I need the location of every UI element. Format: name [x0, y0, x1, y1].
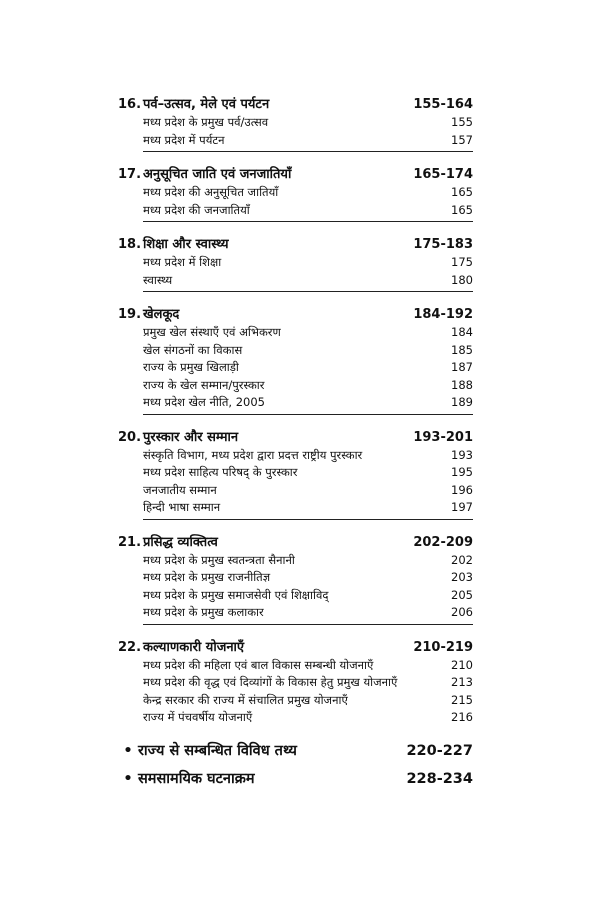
entry-page: 155	[451, 115, 473, 129]
toc-entry	[143, 254, 473, 272]
toc-entry	[143, 377, 473, 395]
chapter-22	[118, 639, 473, 727]
chapter-title: कल्याणकारी योजनाएँ	[143, 639, 245, 655]
entry-text: राज्य में पंचवर्षीय योजनाएँ	[143, 710, 253, 724]
entry-page: 157	[451, 132, 473, 147]
toc-entry	[143, 674, 473, 692]
entry-page: 188	[451, 377, 473, 392]
chapter-entries	[143, 184, 473, 222]
chapter-title: पुरस्कार और सम्मान	[143, 429, 239, 445]
toc-entry	[143, 552, 473, 570]
chapter-18	[118, 236, 473, 292]
toc-entry	[143, 657, 473, 675]
chapter-page-range: 184-192	[413, 307, 473, 322]
chapter-21	[118, 534, 473, 625]
chapter-number: 18.	[118, 237, 142, 252]
entry-page: 195	[451, 465, 473, 479]
chapter-heading	[118, 639, 473, 657]
entry-page: 165	[451, 185, 473, 199]
entry-text: मध्य प्रदेश में शिक्षा	[143, 255, 222, 269]
chapter-entries	[143, 447, 473, 520]
toc-entry	[143, 132, 473, 150]
entry-text: जनजातीय सम्मान	[143, 482, 217, 497]
entry-text: मध्य प्रदेश के प्रमुख पर्व/उत्सव	[143, 115, 269, 129]
entry-page: 216	[451, 710, 473, 724]
chapter-number: 20.	[118, 429, 142, 445]
chapter-title: खेलकूद	[143, 307, 180, 322]
chapter-heading	[118, 306, 473, 324]
toc-entry	[143, 692, 473, 710]
bullet-icon: •	[123, 742, 133, 759]
chapter-entries	[143, 114, 473, 152]
entry-text: राज्य के खेल सम्मान/पुरस्कार	[143, 377, 265, 392]
chapter-page-range: 202-209	[413, 534, 473, 550]
entry-page: 205	[451, 587, 473, 602]
toc-entry	[143, 184, 473, 202]
extra-page-range: 220-227	[406, 742, 473, 759]
entry-page: 189	[451, 395, 473, 409]
chapter-entries	[143, 657, 473, 727]
entry-page: 206	[451, 605, 473, 619]
entry-text: मध्य प्रदेश के प्रमुख कलाकार	[143, 605, 264, 619]
entry-text: खेल संगठनों का विकास	[143, 342, 243, 357]
toc-entry	[143, 464, 473, 482]
toc-entry	[143, 114, 473, 132]
section-divider	[143, 151, 473, 152]
chapter-entries	[143, 254, 473, 292]
toc-entry	[143, 604, 473, 622]
entry-text: प्रमुख खेल संस्थाएँ एवं अभिकरण	[143, 325, 281, 339]
chapter-title: अनुसूचित जाति एवं जनजातियाँ	[143, 167, 292, 182]
entry-text: राज्य के प्रमुख खिलाड़ी	[143, 360, 239, 374]
extra-title: राज्य से सम्बन्धित विविध तथ्य	[138, 742, 297, 759]
entry-text: मध्य प्रदेश के प्रमुख समाजसेवी एवं शिक्षाविद्	[143, 587, 329, 602]
chapter-16	[118, 96, 473, 152]
chapter-entries	[143, 552, 473, 625]
chapter-page-range: 155-164	[413, 97, 473, 112]
chapter-heading	[118, 534, 473, 552]
entry-text: मध्य प्रदेश के प्रमुख स्वतन्त्रता सैनानी	[143, 552, 295, 567]
extra-entry-current-affairs	[118, 769, 473, 789]
section-divider	[143, 291, 473, 292]
entry-page: 215	[451, 692, 473, 707]
chapter-heading	[118, 236, 473, 254]
entry-page: 165	[451, 202, 473, 217]
extra-page-range: 228-234	[406, 770, 473, 787]
toc-entry	[143, 569, 473, 587]
chapter-number: 19.	[118, 307, 142, 322]
entry-page: 185	[451, 342, 473, 357]
extra-title: समसामयिक घटनाक्रम	[138, 770, 255, 787]
entry-text: मध्य प्रदेश की वृद्ध एवं दिव्यांगों के विकास हेतु प्रमुख योजनाएँ	[143, 675, 398, 689]
toc-entry	[143, 709, 473, 727]
entry-text: केन्द्र सरकार की राज्य में संचालित प्रमुख योजनाएँ	[143, 692, 348, 707]
chapter-title: प्रसिद्ध व्यक्तित्व	[143, 534, 218, 550]
chapter-entries	[143, 324, 473, 415]
chapter-number: 16.	[118, 97, 142, 112]
chapter-number: 21.	[118, 534, 142, 550]
toc-entry	[143, 359, 473, 377]
entry-page: 175	[451, 255, 473, 269]
chapter-number: 22.	[118, 639, 142, 655]
section-divider	[143, 221, 473, 222]
toc-entry	[143, 482, 473, 500]
toc-entry	[143, 342, 473, 360]
entry-page: 210	[451, 657, 473, 672]
section-divider	[143, 519, 473, 520]
toc-entry	[143, 394, 473, 412]
chapter-title: पर्व–उत्सव, मेले एवं पर्यटन	[143, 97, 270, 112]
toc-entry	[143, 587, 473, 605]
entry-text: स्वास्थ्य	[143, 272, 173, 287]
toc-entry	[143, 499, 473, 517]
chapter-title: शिक्षा और स्वास्थ्य	[143, 237, 229, 252]
entry-page: 197	[451, 500, 473, 514]
table-of-contents	[118, 96, 473, 789]
entry-page: 193	[451, 447, 473, 462]
bullet-icon: •	[123, 770, 133, 787]
chapter-page-range: 193-201	[413, 429, 473, 445]
chapter-heading	[118, 429, 473, 447]
section-divider	[143, 624, 473, 625]
extra-entry-facts	[118, 741, 473, 761]
entry-text: मध्य प्रदेश साहित्य परिषद् के पुरस्कार	[143, 465, 298, 479]
entry-page: 203	[451, 570, 473, 584]
chapter-number: 17.	[118, 167, 142, 182]
entry-text: मध्य प्रदेश की महिला एवं बाल विकास सम्बन्धी योजनाएँ	[143, 657, 374, 672]
chapter-19	[118, 306, 473, 415]
entry-page: 187	[451, 360, 473, 374]
entry-text: मध्य प्रदेश में पर्यटन	[143, 132, 225, 147]
entry-page: 180	[451, 272, 473, 287]
chapter-17	[118, 166, 473, 222]
section-divider	[143, 414, 473, 415]
toc-entry	[143, 272, 473, 290]
entry-text: मध्य प्रदेश की जनजातियाँ	[143, 202, 250, 217]
toc-entry	[143, 447, 473, 465]
entry-text: हिन्दी भाषा सम्मान	[143, 500, 221, 514]
entry-text: मध्य प्रदेश की अनुसूचित जातियाँ	[143, 185, 279, 199]
chapter-page-range: 210-219	[413, 639, 473, 655]
entry-page: 196	[451, 482, 473, 497]
chapter-20	[118, 429, 473, 520]
chapter-heading	[118, 96, 473, 114]
toc-entry	[143, 202, 473, 220]
chapter-heading	[118, 166, 473, 184]
entry-page: 184	[451, 325, 473, 339]
toc-entry	[143, 324, 473, 342]
entry-page: 213	[451, 675, 473, 689]
chapter-page-range: 165-174	[413, 167, 473, 182]
entry-text: संस्कृति विभाग, मध्य प्रदेश द्वारा प्रदत्त राष्ट्रीय पुरस्कार	[143, 447, 363, 462]
entry-page: 202	[451, 552, 473, 567]
chapter-page-range: 175-183	[413, 237, 473, 252]
entry-text: मध्य प्रदेश खेल नीति, 2005	[143, 395, 265, 409]
entry-text: मध्य प्रदेश के प्रमुख राजनीतिज्ञ	[143, 570, 271, 584]
